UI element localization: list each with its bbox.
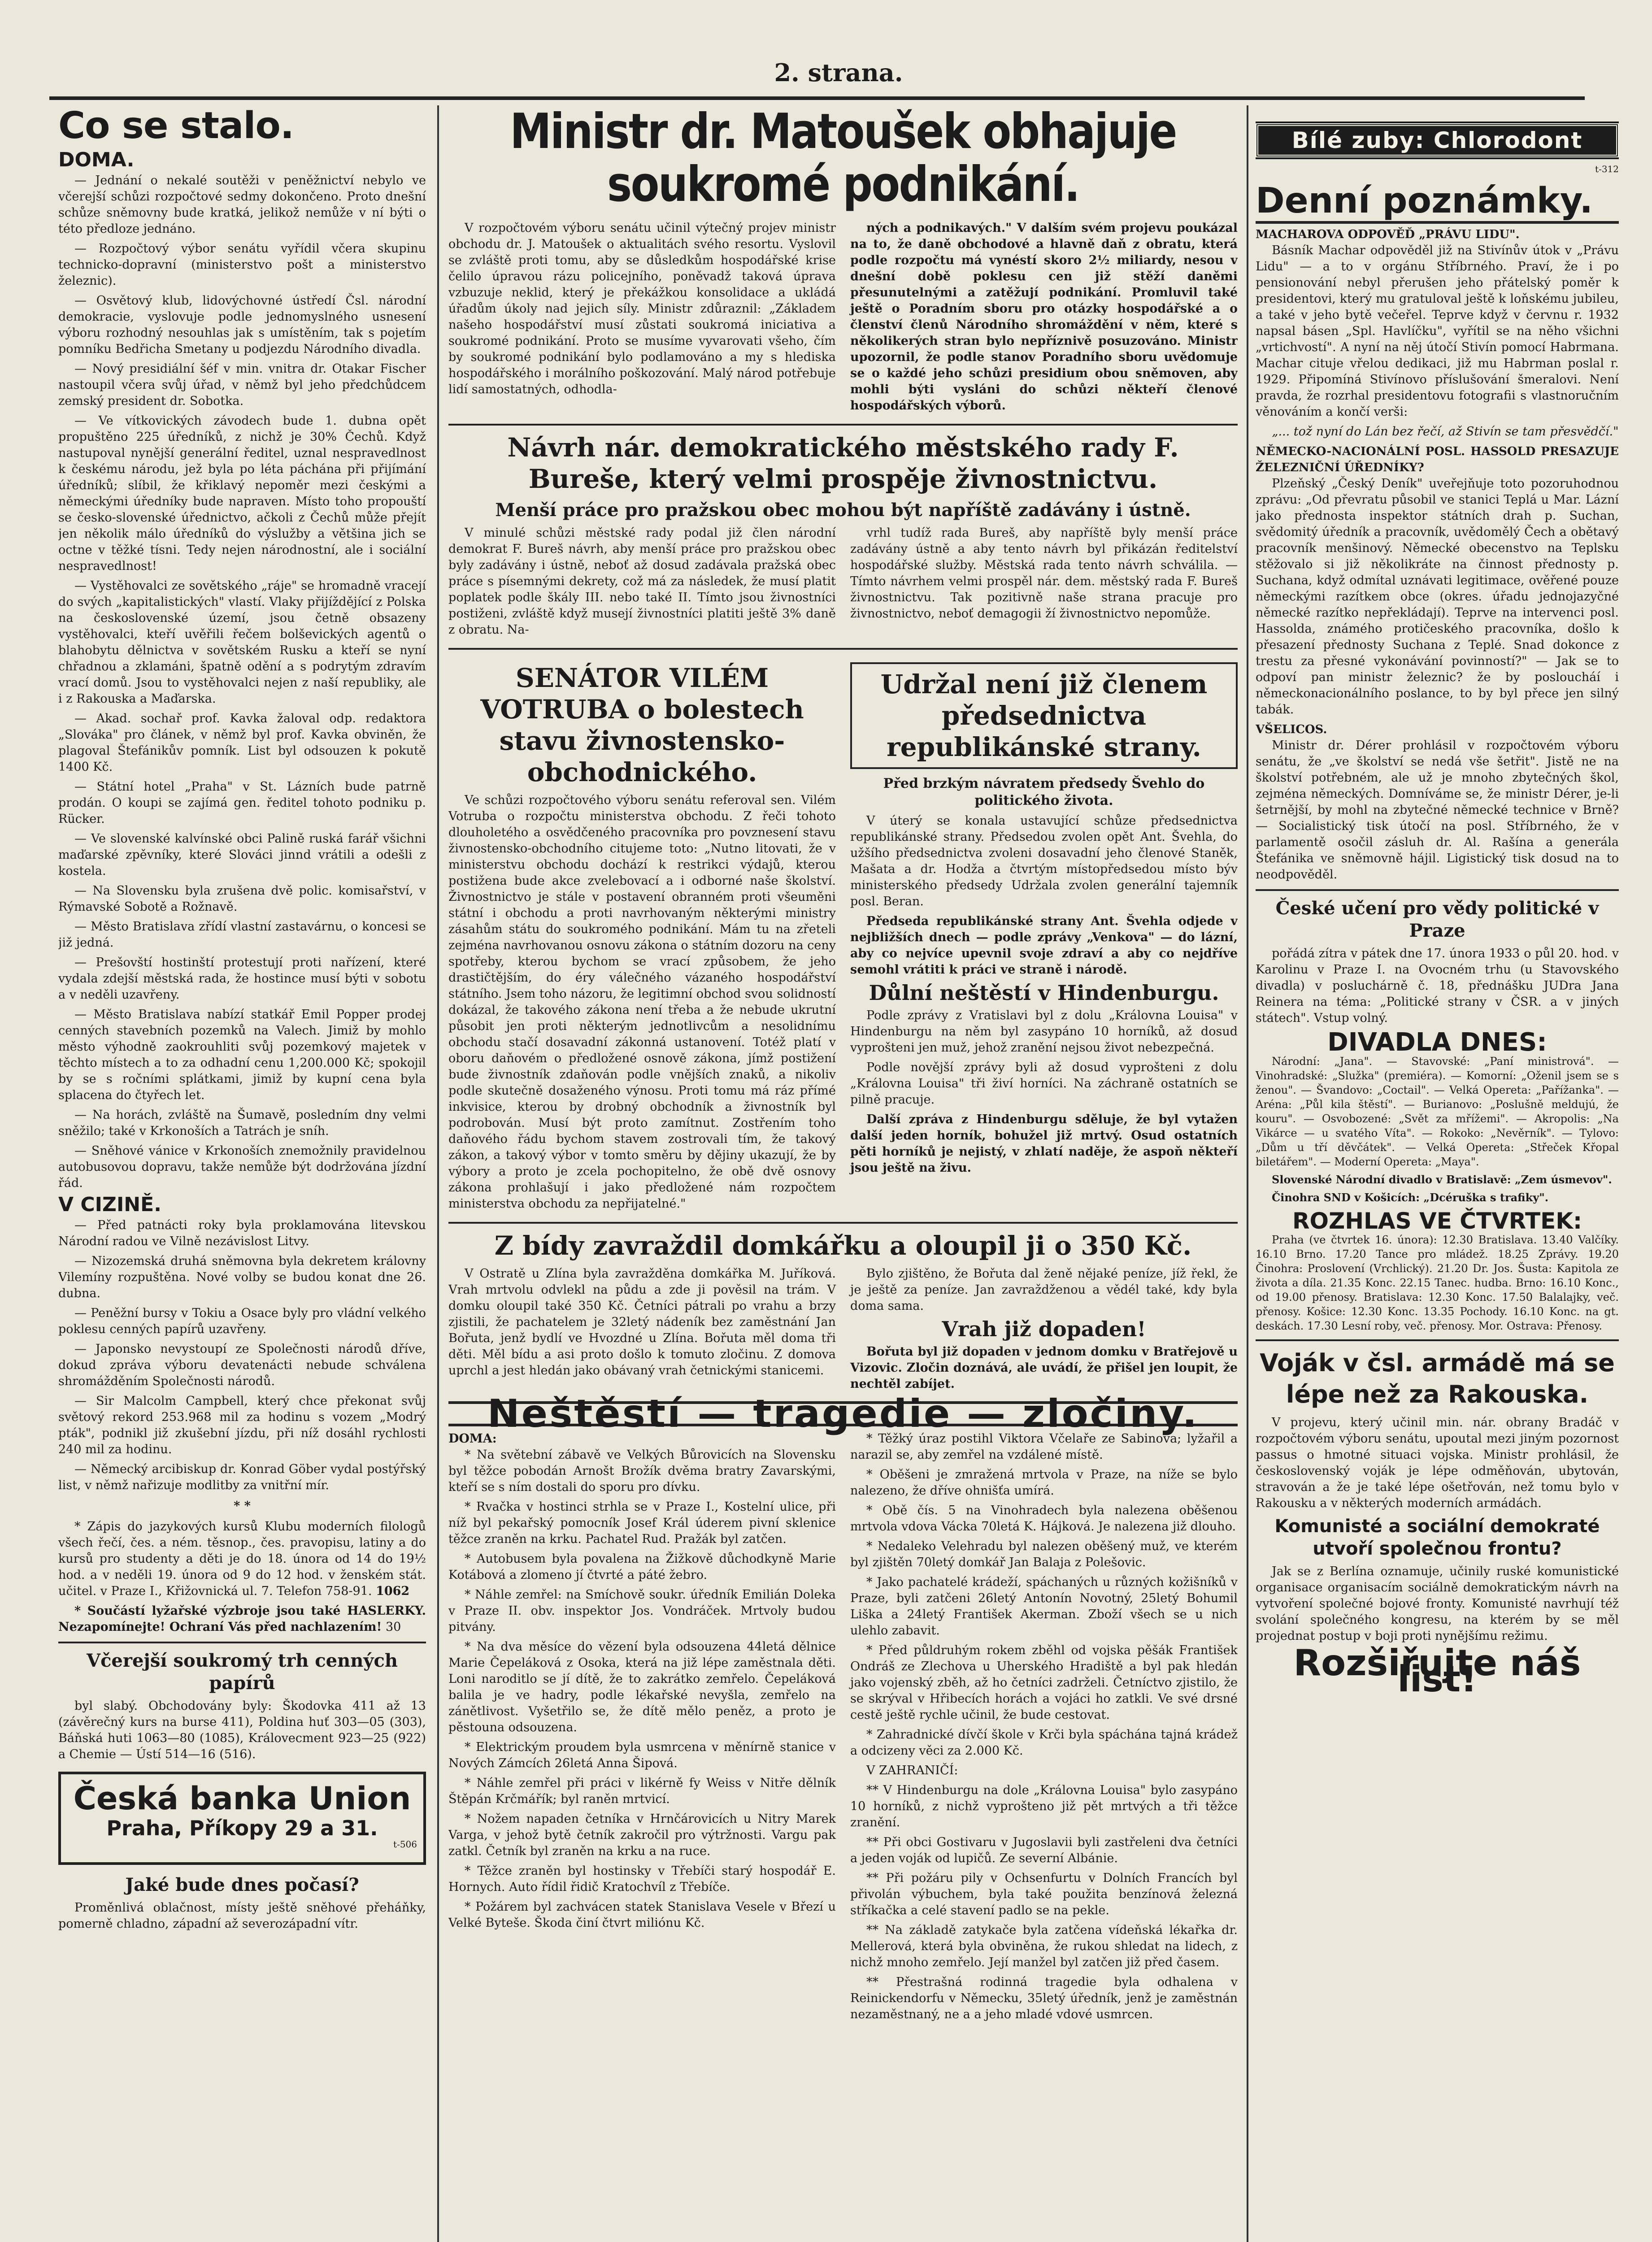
article-body: V úterý se konala ustavující schůze předsednictva republikánské strany. Předsedou zvolen opět Ant. Švehla, do užšího předsednictva zvoleni dosavadní jeho členové Staněk, Mašata a dr. Hodža a čtvrtým místopředsedou místo býv ministerského předsedy Udržala zvolen generální tajemník posl. Beran. bbox=[850, 814, 1238, 908]
article-matousek bbox=[448, 220, 1238, 417]
news-item: — Vystěhovalci ze sovětského „ráje" se hromadně vracejí do svých „kapitalistických" vlastí. Vlaky přijíždějící z Polska na československé území, jsou četně obsazeny vystěhovalci, kteří uvěřili řečem bolševických agentů o blahobytu dělnictva v sovětském Rusku a kteří se nyní chřadnou a zklamáni, špatně odění a s podrytým zdravím vrací domů. Jsou to vystěhovalci nejen z naší republiky, ale i z Rakouska a Maďarska. bbox=[58, 579, 426, 706]
page-number: 2. strana. bbox=[774, 58, 903, 87]
list-item: * Obě čís. 5 na Vinohradech byla nalezena oběšenou mrtvola vdova Vácka 70letá K. Hájková. Je nalezena již dlouho. bbox=[850, 1503, 1238, 1534]
news-item: — Akad. sochař prof. Kavka žaloval odp. redaktora „Slováka" pro článek, v němž byl prof. Kavka obviněn, že plagoval Štefánikův pomník. List byl odsouzen k pokutě 1400 Kč. bbox=[58, 712, 426, 774]
list-item: * Zahradnické dívčí škole v Krči byla spáchána tajná krádež a odcizeny věci za 2.000 Kč. bbox=[850, 1728, 1238, 1758]
article-body: Ve schůzi rozpočtového výboru senátu referoval sen. Vilém Votruba o rozpočtu ministerstva obchodu. Z řeči tohoto dlouholetého a osvědčeného pracovníka pro povznesení stavu živnostensko-obchodního citujeme toto: „Nutno litovati, že v ministerstvu obchodu dochází k restrikci výdajů, kterou postižena bude akce zvelebovací a i odborné naše školství. Živnostnictvo je stále v postavení obranném proti všeuměni státní i obchodu a proti navrhovaným některými ministry zásahům státu do soukromého podnikání. Mám tu na zřeteli zejména navrhovanou osnovu zákona o státním dozoru na ceny spotřeby, kterou bychom se vrací způsobem, že jeho drastičtějším, do éry válečného vázaného hospodářství státního. Jsem toho názoru, že legitimní obchod svou solidností dokázal, že takového zákona není třeba a že nebude ukrutní působit jen proti některým jednotlivcům a nesolidnímu obchodu stačí dosavadní zákonná ustanovení. Totéž platí v oboru daňovém o předložené osnově zákona, jímž postižení bude živnostník zdaňován podle vnějších znaků, a nikoliv podle skutečně dosaženého výnosu. Proti tomu má ráz přímé inkvisice, kterou by drobný obchodník a živnostník byl podrobován. Musí být proto zamítnut. Zostřením toho daňového řádu bychom stavem zostrovali tím, že takový zákon, a takový výbor v tomto směru by dějiny ukazují, že by výbory a proto je zcela pochopitelno, že obě dvě osnovy zákona prohlašují i jako předložené nám rozpočtem ministerstva obchodu za nepřijatelné." bbox=[448, 793, 836, 1211]
list-nestesti-domestic bbox=[448, 1447, 836, 1931]
column-center bbox=[448, 105, 1238, 2242]
news-item: — Ve vítkovických závodech bude 1. dubna opět propuštěno 225 úředníků, z nichž je 30% Čechů. Když nastupoval nynější generální ředitel, uznal nespravedlnost k českému národu, jež byla po léta páchána při přijímání úředníků; slíbil, že křiklavý nepoměr mezi českými a německými úředníky bude napraven. Místo toho propouští se česko-slovenské úřednictvo, ačkoli z Čechů může přejít jen několik málo úředníků do výslužby a většina jich se octne v těžké tísni. Tedy nejen národnostní, ale i sociální nespravedlnost! bbox=[58, 414, 426, 573]
news-list-foreign bbox=[58, 1217, 426, 1494]
list-item: * Těžce zraněn byl hostinsky v Třebíči starý hospodář E. Hornych. Auto řídil řidič Kratochvíl z Třebíče. bbox=[448, 1864, 836, 1894]
article-body: Bylo zjištěno, že Bořuta dal ženě nějaké peníze, jíž řekl, že je ještě za peníze. Jan zavraždženou a vědél také, kdy byla doma sama. bbox=[850, 1267, 1238, 1313]
article-body: Další zpráva z Hindenburgu sděluje, že byl vytažen další jeden horník, bohužel již mrtvý. Osud ostatních pěti horníků je nejistý, v zhlatí naděje, že aspoň někteří jsou ještě na živu. bbox=[850, 1112, 1238, 1175]
list-item: ** V Hindenburgu na dole „Královna Louisa" bylo zasypáno 10 horníků, z nichž vyprošteno již pět mrtvých a tři těžce zranění. bbox=[850, 1783, 1238, 1829]
section-doma: DOMA: bbox=[448, 1432, 497, 1446]
article-body-securities: byl slabý. Obchodovány byly: Škodovka 411 až 13 (závěrečný kurs na burse 411), Poldina huť 303—05 (303), Báňská huti 1063—80 (1085), Královecment 923—25 (922) a Chemie — Ústí 514—16 (516). bbox=[58, 1699, 426, 1761]
news-item: — Osvětový klub, lidovýchovné ústředí Čsl. národní demokracie, vyslovuje podle jednomyslného usnesení výboru rozhodný nesouhlas jak s umístěním, tak s pojetím pomníku Bedřicha Smetany u podjezdu Národního divadla. bbox=[58, 294, 426, 356]
article-body: V Ostratě u Zlína byla zavražděna domkářka M. Juříková. Vrah mrtvolu odvlekl na půdu a zde ji pověsil na trám. V domku oloupil také 350 Kč. Četníci pátrali po vrahu a brzy zjistili, že pachatelem je 32letý nádeník bez zaměstnání Jan Bořuta, jenž bydlí ve Hvozdné u Zlína. Bořuta měl doma tři děti. Měl bídu a asi proto došlo k tomuto zločinu. Z domova uprchl a jest hledán jako obávaný vrah četnickými stanicemi. bbox=[448, 1267, 836, 1377]
headline-komuniste: Komunisté a sociální demokraté utvoří společnou frontu? bbox=[1274, 1516, 1600, 1559]
list-item: * Na světební zábavě ve Velkých Bůrovicích na Slovensku byl těžce pobodán Arnošt Brožík dvěma bratry Zavarskými, kteří se s ním dostali do sporu pro dívku. bbox=[448, 1448, 836, 1494]
note-verse: „... tož nyní do Lán bez řečí, až Stivín se tam přesvědčí." bbox=[1272, 425, 1619, 439]
slogan-rozsirujte: Rozšiřujte náš list! bbox=[1293, 1642, 1581, 1700]
headline-vojak: Voják v čsl. armádě má se lépe než za Rakouska. bbox=[1260, 1349, 1615, 1408]
theatre-listing-ke: Činohra SND v Košicích: „Dcéruška s trafiky". bbox=[1272, 1191, 1549, 1204]
note-heading: MACHAROVA ODPOVĚĎ „PRÁVU LIDU". bbox=[1256, 228, 1520, 241]
list-item: * Před půldruhým rokem zběhl od vojska pěšák František Ondráš ze Zlechova u Uherského Hradiště a byl pak hledán jako vojenský zběh, až ho četníci zadrželi. Četníctvo zjistilo, že se skrýval v Hřibecích horách a vojáci ho zatkli. Ve své drsné cestě ještě rychle učinil, že bude cestovat. bbox=[850, 1643, 1238, 1722]
articles-votruba-svehla bbox=[448, 656, 1238, 1216]
column-right bbox=[1256, 105, 1619, 2242]
news-item: — Rozpočtový výbor senátu vyřídil včera skupinu technicko-dopravní (ministerstvo pošt a ministerstvo železnic). bbox=[58, 242, 426, 288]
article-body: V projevu, který učinil min. nár. obrany Bradáč v rozpočtovém výboru senátu, upoutal mezi jiným pozornost passus o hmotné situaci vojska. Ministr prohlásil, že československý voják je lépe odměňován, ubytován, stravován a že je také lépe ošetřován, než tomu bylo v Rakousku a v některých moderních armádách. bbox=[1256, 1416, 1619, 1510]
article-body: Předseda republikánské strany Ant. Švehla odjede v nejbližších dnech — podle zprávy „Venkova" — do lázní, aby co nejvíce upevnil svoje zdraví a aby co nejdříve semohl vrátiti k práci ve straně i národě. bbox=[850, 914, 1238, 977]
headline-rozhlas: ROZHLAS VE ČTVRTEK: bbox=[1292, 1208, 1582, 1234]
article-body: V rozpočtovém výboru senátu učinil výtečný projev ministr obchodu dr. J. Matoušek o aktualitách svého resortu. Vyslovil se zvláště proti tomu, aby se důsledkům hospodářské krise čelilo úpravou rázu policejního, poněvadž taková úprava vzbuzuje neklid, který je překážkou konsolidace a ukládá úřadům úkoly nad jejich síly. Ministr zdůraznil: „Základem našeho hospodářství musí zůstati soukromá iniciativa a soukromé podnikání. Proto se musíme vyvarovati všeho, čím by soukromé podnikání bylo podlamováno a my s hlediska hospodářského i morálního poškozování. Malý národ potřebuje lidí samostatných, odhodla- bbox=[448, 221, 836, 396]
headline-bures: Návrh nár. demokratického městského rady F. Bureše, který velmi prospěje živnostnictvu. bbox=[507, 432, 1179, 494]
headline-uceni: České učení pro vědy politické v Praze bbox=[1275, 898, 1599, 941]
radio-listing: Praha (ve čtvrtek 16. února): 12.30 Bratislava. 13.40 Valčíky. 16.10 Brno. 17.20 Tance pro mládež. 18.25 Zprávy. 19.20 Činohra: Proslovení (Vrchlický). 21.20 Dr. Jos. Šusta: Kapitola ze života a díla. 21.35 Konc. 22.15 Tanec. hudba. Brno: 16.10 Konc., od 19.00 přenosy. Bratislava: 12.30 Konc. 17.50 Balalajky, več. přenosy. Košice: 12.30 Konc. 13.35 Pochody. 16.10 Konc. na gt. deskách. 17.30 Lesní roby, več. přenosy. Mor. Ostrava: Přenosy. bbox=[1256, 1234, 1619, 1332]
news-item: — Jednání o nekalé soutěži v peněžnictví nebylo ve včerejší schůzi rozpočtové sedmy dokončeno. Proto dnešní schůze sněmovny bude kratká, jelikož nemůže v ní býti o této předloze jednáno. bbox=[58, 174, 426, 236]
column-divider bbox=[437, 105, 439, 2242]
section-cizine: V CIZINĚ. bbox=[58, 1193, 161, 1216]
header-rule bbox=[49, 96, 1585, 100]
theatre-listing: Národní: „Jana". — Stavovské: „Paní ministrová". — Vinohradské: „Služka" (premiéra). — Komorní: „Oženil jsem se s ženou". — Švandovo: „Coctail". — Velká Opereta: „Pařížanka". — Aréna: „Půl kila štěstí". — Burianovo: „Poslušně meldujú, že kouru". — Osvobozené: „Svět za mřížemi". — Akropolis: „Na Vikárce — u svatého Víta". — Rokoko: „Nevěrník". — Tylovo: „Dům u tří děvčátek". — Velká Opereta: „Střeček Křopal biletářem". — Moderní Opereta: „Maya". bbox=[1256, 1055, 1619, 1168]
news-item: — Sir Malcolm Campbell, který chce překonat svůj světový rekord 253.968 mil za hodinu s vozem „Modrý pták", podnikl již zkušební jízdu, při níž dosáhl rychlosti 240 mil za hodinu. bbox=[58, 1394, 426, 1456]
note-heading: VŠELICOS. bbox=[1256, 723, 1327, 736]
list-item: * Nedaleko Velehradu byl nalezen oběšený muž, ve kterém byl zjištěn 70letý domkář Jan Balaja z Polešovic. bbox=[850, 1539, 1238, 1569]
subheadline-bures: Menší práce pro pražskou obec mohou být napříště zadávány i ústně. bbox=[495, 500, 1191, 521]
list-item: ** Při obci Gostivaru v Jugoslavii byli zastřeleni dva četníci a jeden voják od lupičů. Ze severní Albánie. bbox=[850, 1835, 1238, 1865]
news-item: — Ve slovenské kalvínské obci Palině ruská farář všichni maďarské zpěvníky, které Slováci jinnd vrátili a odešli z kostela. bbox=[58, 832, 426, 878]
ad-chlorodont: Bílé zuby: Chlorodont bbox=[1256, 123, 1619, 157]
list-notes bbox=[1256, 226, 1619, 883]
news-item: — Státní hotel „Praha" v St. Lázních bude patrně prodán. O koupi se zajímá gen. ředitel tohoto podniku p. Rücker. bbox=[58, 780, 426, 826]
section-title: Co se stalo. bbox=[58, 105, 294, 147]
article-body: ných a podnikavých." V dalším svém projevu poukázal na to, že daně obchodové a hlavně daň z obratu, která podle rozpočtu má vynéstí skoro 2½ miliardy, nesou v dnešní době poklesu cen již stěží daněmi přesunutelnými a zatěžují podnikání. Promluvil také ještě o Poradním sboru pro otázky hospodářské a o členství členů Národního shromáždění v něm, které s několikerých stran bylo nepříznivě posuzováno. Ministr upozornil, že podle stanov Poradního sboru uvědomuje se o každé jeho schůzi presidium obou sněmoven, aby mohli býti vysláni do schůzi někteří členové hospodářských výborů. bbox=[850, 221, 1238, 413]
headline-vrazda: Z bídy zavraždil domkářku a oloupil ji o 350 Kč. bbox=[494, 1230, 1192, 1261]
note-body: Ministr dr. Dérer prohlásil v rozpočtovém výboru senátu, že „ve školství se nedá vše šetřit". Jistě ne na školství potřebném, ale už je mnoho zbytečných škol, zejména německých. Domníváme se, že ministr Dérer, je-li šetrnější, by mohl na zbytečné německé technice v Brně? — Socialistický tisk útočí na posl. Stříbrného, že v parlamentě osočil zásluh dr. Al. Rašína a generála Štefánika ve sněmovně hájil. Ligistický tisk dosud na to neodpověděl. bbox=[1256, 739, 1619, 882]
list-item: * Jako pachatelé krádeží, spáchaných u různých kožišníků v Praze, byli zatčeni 26letý Antonín Novotný, 25letý Bohumil Liška a 24letý František Akerman. Zboží všech se u nich ulehlo zabavit. bbox=[850, 1575, 1238, 1638]
section-title-denni-poznamky: Denní poznámky. bbox=[1256, 181, 1619, 224]
list-item: * Náhle zemřel při práci v likérně fy Weiss v Nitře dělník Štěpán Krčmářík; byl raněn mrtvicí. bbox=[448, 1776, 836, 1806]
headline-divadla: DIVADLA DNES: bbox=[1327, 1028, 1547, 1057]
headline-votruba: SENÁTOR VILÉM VOTRUBA o bolestech stavu živnostensko-obchodnického. bbox=[480, 663, 804, 787]
list-item: * Náhle zemřel: na Smíchově soukr. úředník Emilián Doleka v Praze II. obv. inspektor Jos. Vondráček. Mrtvoly budou pitvány. bbox=[448, 1588, 836, 1634]
news-list-domestic bbox=[58, 173, 426, 1191]
article-bures bbox=[448, 525, 1238, 642]
notice-haslerky: * Součástí lyžařské výzbroje jsou také HASLERKY. Nezapomínejte! Ochraní Vás před nachlazením! 30 bbox=[58, 1604, 426, 1634]
news-item: — Peněžní bursy v Tokiu a Osace byly pro vládní velkého poklesu cenných papírů uzavřeny. bbox=[58, 1306, 426, 1336]
list-item: * Nožem napaden četníka v Hrnčárovicích u Nitry Marek Varga, v jehož bytě četník zakročil pro výtržnosti. Vargu pak zatkl. Četník byl zraněn na krku a na ruce. bbox=[448, 1812, 836, 1858]
article-body: Bořuta byl již dopaden v jednom domku v Bratřejově u Vizovic. Zločin doznává, ale uvádí, že přišel jen loupit, že nechtěl zabíjet. bbox=[850, 1345, 1238, 1391]
column-divider bbox=[1247, 105, 1248, 2242]
news-item: — Japonsko nevystoupí ze Společnosti národů dříve, dokud zpráva výboru devatenácti nebude schválena shromážděním Společnosti národů. bbox=[58, 1342, 426, 1388]
divider bbox=[448, 1222, 1238, 1224]
column-left bbox=[58, 105, 426, 2242]
ad-union-code: t-506 bbox=[393, 1839, 417, 1850]
news-item: — Město Bratislava zřídí vlastní zastavárnu, o koncesi se již jedná. bbox=[58, 920, 426, 950]
news-item: — Nizozemská druhá sněmovna byla dekretem královny Vilemíny rozpuštěna. Nové volby se budou konat dne 26. dubna. bbox=[58, 1254, 426, 1300]
headline-hindenburg: Důlní neštěstí v Hindenburgu. bbox=[869, 981, 1219, 1005]
list-item: * Oběšeni je zmražená mrtvola v Praze, na níže se bylo nalezeno, že dříve ohnišťa umírá. bbox=[850, 1468, 1238, 1498]
article-title-securities: Včerejší soukromý trh cenných papírů bbox=[87, 1650, 398, 1694]
list-item: * Rvačka v hostinci strhla se v Praze I., Kostelní ulice, při níž byl pekařský pomocník Josef Král úderem pivní sklenice těžce zraněn na krku. Pachatel Rud. Pražák byl zatčen. bbox=[448, 1500, 836, 1546]
notice-courses: * Zápis do jazykových kursů Klubu moderních filologů všech řečí, čes. a ném. těsnop., čes. pravopisu, latiny a do kursů pro studenty a děti je do 18. února od 14 do 19½ hod. a v neděli 19. února od 9 do 12 hod. v ženském stát. učitel. v Praze I., Křižovnická ul. 7. Telefon 758-91. 1062 bbox=[58, 1520, 426, 1598]
article-title-weather: Jaké bude dnes počasí? bbox=[125, 1874, 359, 1895]
article-body: Podle novější zprávy byli až dosud vyprošteni z dolu „Královna Louisa" tři živí horníci. Na záchraně ostatních se pilně pracuje. bbox=[850, 1060, 1238, 1107]
divider bbox=[448, 648, 1238, 650]
list-item: * Autobusem byla povalena na Žižkově důchodkyně Marie Kotábová a zlomeno jí čtvrté a páté žebro. bbox=[448, 1552, 836, 1582]
news-item: — Před patnácti roky byla proklamována litevskou Národní radou ve Vilně nezávislost Litvy. bbox=[58, 1218, 426, 1248]
headline-matousek: Ministr dr. Matoušek obhajuje soukromé podnikání. bbox=[510, 105, 1176, 213]
ad-union-title: Česká banka Union bbox=[73, 1780, 411, 1817]
list-item: * Požárem byl zachvácen statek Stanislava Vesele v Březí u Velké Byteše. Škoda činí čtvrt miliónu Kč. bbox=[448, 1900, 836, 1930]
list-item: ** Přestrašná rodinná tragedie byla odhalena v Reinickendorfu v Německu, 35letý úředník, jenž je zaměstnán nezaměstnaný, ne a a jeho mladé vdové usmrcen. bbox=[850, 1975, 1238, 2021]
article-body: Podle zprávy z Vratislavi byl z dolu „Královna Louisa" v Hindenburgu na něm byl zasypáno 10 horníků, až dosud vyprošteni jen muž, jehož zranění nejsou život nebezpečná. bbox=[850, 1008, 1238, 1055]
news-item: — Nový presidiální šéf v min. vnitra dr. Otakar Fischer nastoupil včera svůj úřad, v němž byl jeho předchůdcem zemský president dr. Sobotka. bbox=[58, 362, 426, 408]
article-body: pořádá zítra v pátek dne 17. února 1933 o půl 20. hod. v Karolinu v Praze I. na Ovocném trhu (u Stavovského divadla) v posluchárně č. 18, přednášku JUDra Jana Reinera na téma: „Politické strany v ČSR. a v jiných státech". Vstup volný. bbox=[1256, 947, 1619, 1025]
note-heading: NĚMECKO-NACIONÁLNÍ POSL. HASSOLD PRESAZUJE ŽELEZNIČNÍ ÚŘEDNÍKY? bbox=[1256, 445, 1619, 474]
headline-nestesti: Neštěstí — tragedie — zločiny. bbox=[448, 1401, 1238, 1426]
list-item: V ZAHRANIČÍ: bbox=[866, 1764, 958, 1777]
article-body: V minulé schůzi městské rady podal již člen národní demokrat F. Bureš návrh, aby menší práce pro pražskou obec byly zadávány i ústně, neboť až dosud zadávala pražská obec práce s písemnými dekrety, což má za následek, že musí platit poplatek podle škály III. nebo také II. Tímto jsou živnostníci postiženi, zvláště když musejí živnostníci platiti ještě 3% daně z obratu. Na- bbox=[448, 526, 836, 637]
ad-ceska-banka-union bbox=[58, 1772, 426, 1865]
divider bbox=[1256, 1339, 1619, 1341]
separator-stars: * * bbox=[234, 1499, 251, 1513]
article-body: Jak se z Berlína oznamuje, učinily ruské komunistické organisace organisacím sociálně demokratickým návrh na vytvoření společné bojové fronty. Komunisté navrhují též svolání společného kongresu, na kterém by se měl projednat postup v boji proti nynějšímu režimu. bbox=[1256, 1564, 1619, 1643]
list-item: * Těžký úraz postihl Viktora Včelaře ze Sabinova; lyžařil a narazil se, aby zemřel na vzdálené místě. bbox=[850, 1432, 1238, 1462]
list-nestesti-foreign bbox=[850, 1431, 1238, 2026]
section-doma: DOMA. bbox=[58, 148, 135, 171]
list-item: * Elektrickým proudem byla usmrcena v měnírně stanice v Nových Zámcích 26letá Anna Šipová. bbox=[448, 1740, 836, 1770]
news-item: — Na horách, zvláště na Šumavě, posledním dny velmi sněžilo; také v Krkonoších a Tatrách je sníh. bbox=[58, 1108, 426, 1138]
list-item: ** Na základě zatykače byla zatčena vídeňská lékařka dr. Mellerová, která byla obviněna, že rukou shledat na lidech, z nichž mnoho zemřelo. Její manžel byl zatčen již před časem. bbox=[850, 1923, 1238, 1969]
subheadline-svehla: Před brzkým návratem předsedy Švehlo do politického života. bbox=[883, 776, 1205, 808]
article-nestesti bbox=[448, 1431, 1238, 2026]
news-item: — Německý arcibiskup dr. Konrad Göber vydal postýřský list, v němž nařizuje modlitby za vnitřní mír. bbox=[58, 1462, 426, 1492]
list-item: ** Při požáru pily v Ochsenfurtu v Dolních Francích byl přivolán výbuchem, byla také použita benzínová železná stříkačka a celé stavení padlo se na pekle. bbox=[850, 1871, 1238, 1917]
article-body-weather: Proměnlivá oblačnost, místy ještě sněhové přeháňky, pomerně chladno, západní až severozápadní vítr. bbox=[58, 1901, 426, 1931]
news-item: — Sněhové vánice v Krkonoších znemožnily pravidelnou autobusovou dopravu, takže nemůže být dodržována jízdní řád. bbox=[58, 1144, 426, 1190]
list-item: * Na dva měsíce do vězení byla odsouzena 44letá dělnice Marie Čepeláková z Osoka, která na již lépe zaměstnala děti. Loni naroditlo se jí dítě, že to zakrátko zemřelo. Čepeláková balila je ve hadry, podle lékařské nevyšla, zemřelo na zánětlivost. Vyšetřilo se, že dítě mělo peněz, a proto je pěstouna odsouzena. bbox=[448, 1640, 836, 1734]
note-body: Básník Machar odpověděl již na Stivínův útok v „Právu Lidu" — a to v orgánu Stříbrného. Praví, že i po pensionování nebyl přerušen jeho přátelský poměr k presidentovi, který mu gratuloval ještě k loňskému jubileu, a také v jeho bytě večeřel. Teprve když v červnu r. 1932 napsal básen „Spl. Havlíčku", vyřítil se na něho všichni „vrtichvostí". A nyní na něj útočí Stivín pomocí Habrmana. Machar cituje vřelou dedikaci, již mu Habrman poslal r. 1929. Připomíná Stivínovo příslušování šmeralovi. Není pravda, že rozrhal presidentovu fotografii s vlastnoručním věnováním a končí verši: bbox=[1256, 243, 1619, 419]
theatre-listing-sk: Slovenské Národní divadlo v Bratislavě: „Zem úsmevov". bbox=[1272, 1173, 1612, 1186]
divider bbox=[58, 1642, 426, 1643]
ad-union-address: Praha, Příkopy 29 a 31. bbox=[106, 1816, 378, 1840]
headline-dopaden: Vrah již dopaden! bbox=[942, 1317, 1146, 1341]
divider bbox=[1256, 889, 1619, 891]
headline-udrzal: Udržal není již členem předsednictva republikánské strany. bbox=[850, 662, 1238, 769]
news-item: — Město Bratislava nabízí statkář Emil Popper prodej cenných stavebních pozemků na Valech. Jimiž by mohlo město výhodně zaokrouhliti svůj pozemkový majetek v těchto místech a to za odhadní cenu 1,200.000 Kč; spokojil by se s ročními splátkami, jimiž by kupní cena byla splacena do čtyřech let. bbox=[58, 1008, 426, 1102]
divider bbox=[448, 424, 1238, 426]
article-vrazda bbox=[448, 1266, 1238, 1396]
news-item: — Prešovští hostinští protestují proti nařízení, které vydala zdejší městská rada, že hostince musí býti v sobotu a v neděli uzavřeny. bbox=[58, 956, 426, 1002]
ad-chlorodont-code: t-312 bbox=[1595, 164, 1619, 174]
news-item: — Na Slovensku byla zrušena dvě polic. komisařství, v Rýmavské Sobotě a Rožnavě. bbox=[58, 884, 426, 914]
note-body: Plzeňský „Český Deník" uveřejňuje toto pozoruhodnou zprávu: „Od převratu působil ve stanici Teplá u Mar. Lázní jako přednosta inspektor státních drah p. Suchan, svědomitý úředník a pracovník, uvědomělý Čech a obětavý pracovník menšinový. Německé obecenstvo na Teplsku stěžovalo si již několikráte na činnost přednosty p. Suchana, když odmítal uznávati legitimace, ověřené pouze německými razítkem obce (okres. úřadu jednojazyčné německé razítko nepřekládají). Teprve na intervenci posl. Hassolda, známého protičeského pracovníka, došlo k přesazení přednosty Suchana z Teplé. Snad dokonce z trestu za přesné vykonávání povinností?" — Jak se to odpoví pan ministr železnic? že by posloucháí i německonacionálního poslance, to by byl přece jen silný tabák. bbox=[1256, 477, 1619, 717]
article-body: vrhl tudíž rada Bureš, aby napříště byly menší práce zadávány ústně a aby tento návrh byl přikázán ředitelství hospodářské služby. Městská rada tento návrh schválila. — Tímto návrhem velmi prospěl nár. dem. městský rada F. Bureš živnostnictvu. Tak pozitivně naše strana pracuje pro živnostnictvo, neboť demagogii ží živnostnictvo nepomůže. bbox=[850, 526, 1238, 621]
